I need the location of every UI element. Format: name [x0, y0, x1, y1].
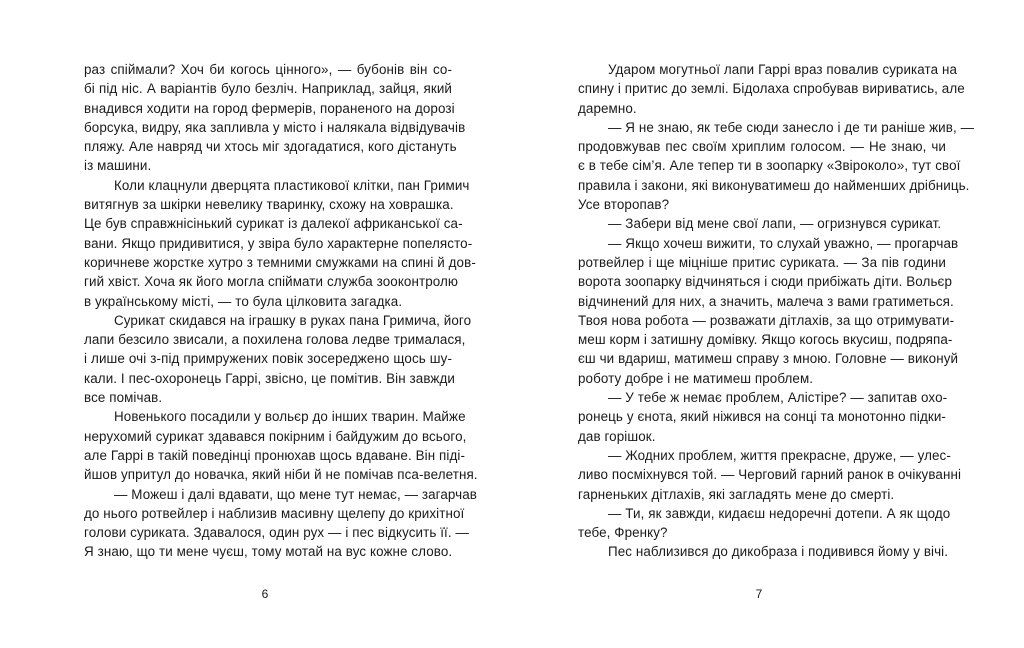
- text-line: — Ти, як завжди, кидаєш недоречні дотепи. А як щодо: [608, 505, 951, 521]
- text-line: внадився ходити на город фермерів, пораненого на дорозі: [84, 100, 455, 116]
- text-line: — Забери від мене свої лапи, — огризнувся сурикат.: [608, 216, 942, 232]
- text-line: гарненьких дітлахів, які загладять мене до смерті.: [578, 486, 895, 502]
- text-line: Твоя нова робота — розважати дітлахів, за що отримувати-: [578, 312, 955, 328]
- text-line: Сурикат скидався на іграшку в руках пана Гримича, його: [114, 312, 472, 328]
- text-line: Ударом могутньої лапи Гаррі враз повалив суриката на: [608, 62, 958, 77]
- text-line: гий хвіст. Хоча як його могла спіймати служба зооконтролю: [84, 274, 459, 290]
- right-page: [512, 0, 1024, 648]
- text-line: в українському місті, — то була цілковита загадка.: [84, 293, 403, 309]
- text-line: — У тебе ж немає проблем, Алістіре? — запитав охо-: [608, 390, 948, 406]
- text-line: ротвейлер і ще міцніше притис суриката. — За пів години: [578, 254, 946, 270]
- text-line: продовжував пес своїм хриплим голосом. — Не знаю, чи: [578, 139, 946, 155]
- text-line: даремно.: [578, 100, 637, 116]
- text-line: лапи безсило звисали, а похилена голова ледве трималася,: [84, 332, 466, 348]
- text-line: бі під ніс. А варіантів було безліч. Наприклад, зайця, який: [84, 81, 452, 97]
- page-number-left: 6: [261, 587, 269, 601]
- text-line: — Якщо хочеш вижити, то слухай уважно, — прогарчав: [608, 235, 959, 251]
- text-line: Коли клацнули дверцята пластикової клітки, пан Гримич: [114, 177, 470, 193]
- text-line: — Я не знаю, як тебе сюди занесло і де ти раніше жив, —: [608, 119, 975, 135]
- text-line: і лише очі з-під примружених повік зосереджено щось шу-: [84, 351, 452, 367]
- text-line: Це був справжнісінький сурикат із далекої африканської са-: [84, 216, 463, 232]
- text-line: Усе второпав?: [578, 197, 670, 213]
- text-line: але Гаррі в такій поведінці пронюхав щось вдаване. Він піді-: [84, 447, 466, 463]
- text-line: тебе, Френку?: [578, 525, 668, 541]
- text-line: — Жодних проблем, життя прекрасне, друже, — улес-: [608, 447, 951, 463]
- text-line: відчинений для них, а значить, малеча з вами гратиметься.: [578, 293, 954, 309]
- text-line: правила і закони, які виконуватимеш до найменших дрібниць.: [578, 177, 970, 193]
- text-line: — Можеш і далі вдавати, що мене тут немає, — загарчав: [114, 486, 478, 502]
- text-line: борсука, видру, яка запливла у місто і налякала відвідувачів: [84, 119, 466, 135]
- text-line: із машини.: [84, 158, 152, 174]
- text-line: Я знаю, що ти мене чуєш, тому мотай на вус кожне слово.: [84, 544, 453, 560]
- text-line: Пес наблизився до дикобраза і подивився йому у вічі.: [608, 544, 949, 560]
- text-line: єш чи вдариш, матимеш справу з мною. Головне — виконуй: [578, 351, 959, 367]
- text-line: раз спіймали? Хоч би когось цінного», — бубонів він со-: [84, 62, 452, 77]
- text-line: є в тебе сім’я. Але тепер ти в зоопарку «Звіроколо», тут свої: [578, 158, 961, 174]
- text-line: вани. Якщо придивитися, у звіра було характерне попелясто-: [84, 235, 473, 251]
- text-line: витягнув за шкірки невелику тваринку, схожу на ховрашка.: [84, 197, 454, 213]
- text-line: кали. І пес-охоронець Гаррі, звісно, це помітив. Він завжди: [84, 370, 455, 386]
- text-line: дав горішок.: [578, 428, 656, 444]
- text-line: нерухомий сурикат здавався покірним і байдужим до всього,: [84, 428, 467, 444]
- text-line: ливо посміхнувся той. — Черговий гарний ранок в очікуванні: [578, 467, 962, 483]
- text-line: ворота зоопарку відчиняться і сюди прибіжать діти. Вольєр: [578, 274, 953, 290]
- text-line: голови суриката. Здавалося, один рух — і пес відкусить її. —: [84, 525, 469, 541]
- left-page-text: [84, 60, 478, 562]
- text-line: пляжу. Але навряд чи хтось міг здогадатися, кого дістануть: [84, 139, 457, 155]
- text-line: ронець у єнота, який ніжився на сонці та монотонно підки-: [578, 409, 946, 425]
- text-line: меш корм і затишну домівку. Якщо когось вкусиш, подряпа-: [578, 332, 953, 348]
- text-line: йшов упритул до новачка, який ніби й не помічав пса-велетня.: [84, 467, 478, 483]
- right-page-text: [578, 60, 975, 562]
- text-line: все помічав.: [84, 390, 163, 406]
- text-line: коричневе жорстке хутро з темними смужками на спині й дов-: [84, 254, 476, 270]
- page-number-right: 7: [755, 587, 763, 601]
- text-line: спину і притис до землі. Бідолаха спробував вириватись, але: [578, 81, 965, 97]
- text-line: до нього ротвейлер і наблизив масивну щелепу до крихітної: [84, 505, 465, 521]
- text-line: роботу добре і не матимеш проблем.: [578, 370, 814, 386]
- text-line: Новенького посадили у вольєр до інших тварин. Майже: [114, 409, 466, 425]
